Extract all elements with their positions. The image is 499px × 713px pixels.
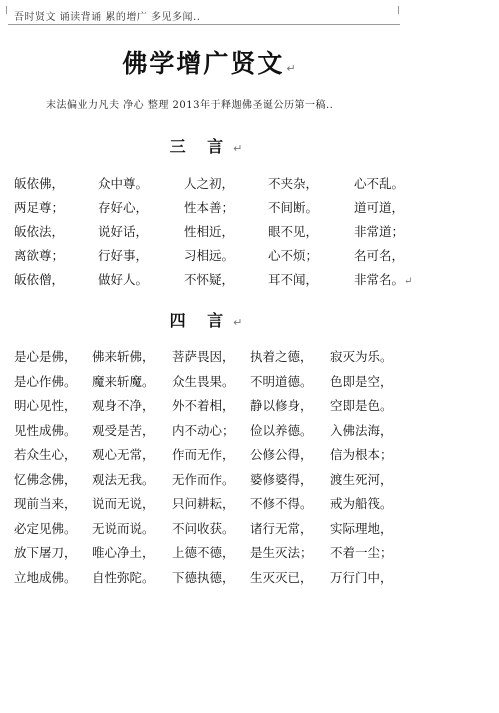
paragraph-mark-icon: ↵ <box>286 62 298 75</box>
verse-phrase: 见性成佛。 <box>14 422 77 438</box>
verse-phrase: 执着之德， <box>250 349 313 364</box>
verse-phrase: 诸行无常， <box>250 520 313 536</box>
verse-phrase: 下德执德， <box>172 569 235 585</box>
verse-phrase: 外不着相， <box>172 398 235 413</box>
verse-phrase: 作而无作， <box>172 447 235 462</box>
verse-phrase: 信为根本； <box>330 447 393 462</box>
verse-phrase: 心不烦； <box>268 248 319 263</box>
verse-phrase: 不问收获。 <box>172 520 235 536</box>
verse-phrase: 放下屠刀， <box>14 545 77 560</box>
verse-phrase: 名可名， <box>354 248 405 263</box>
verse-phrase: 无说而说。 <box>92 520 155 536</box>
verse-phrase: 观身不净， <box>92 398 155 413</box>
verse-phrase: 不着一尘； <box>330 545 393 560</box>
verse-phrase: 心不乱。 <box>354 176 405 191</box>
verse-phrase: 内不动心； <box>172 422 235 438</box>
verse-phrase: 必定见佛。 <box>14 520 77 536</box>
verse-phrase: 寂灭为乐。 <box>330 349 393 364</box>
verse-phrase: 实际理地， <box>330 520 393 536</box>
verse-phrase: 道可道， <box>354 200 405 215</box>
verse-phrase: 是心是佛， <box>14 349 77 364</box>
verse-phrase: 不修不得。 <box>250 496 313 511</box>
verse-phrase: 皈依僧， <box>14 272 65 287</box>
verse-phrase: 皈依法， <box>14 224 65 239</box>
section-heading-three-words <box>0 134 420 157</box>
verse-phrase: 性相近， <box>184 224 235 239</box>
verse-phrase: 俭以养德。 <box>250 422 313 438</box>
verse-phrase: 忆佛念佛， <box>14 471 77 487</box>
verse-phrase: 行好事， <box>98 248 149 263</box>
verse-phrase: 不间断。 <box>268 200 319 215</box>
verse-phrase: 众中尊。 <box>98 176 149 191</box>
paragraph-mark-icon: ↵ <box>233 316 251 329</box>
verse-phrase: 众生畏果。 <box>172 373 235 389</box>
verse-phrase: 眼不见， <box>268 224 319 239</box>
verse-phrase: 观法无我。 <box>92 471 155 487</box>
paragraph-mark-icon: ↵ <box>404 276 413 287</box>
verse-phrase: 不夹杂， <box>268 176 319 191</box>
section-heading-text: 三 言 <box>169 137 232 156</box>
running-header: 吾时贤文 诵读背诵 累的增广 多见多闻.. <box>14 12 201 23</box>
verse-phrase: 非常道； <box>354 224 405 239</box>
verse-phrase: 上德不德， <box>172 545 235 560</box>
verse-phrase: 空即是色。 <box>330 398 393 413</box>
verse-phrase: 只问耕耘， <box>172 496 235 511</box>
corner-crop-mark-right <box>398 6 399 14</box>
verse-phrase: 存好心， <box>98 200 149 215</box>
paragraph-mark-icon: ↵ <box>233 142 251 155</box>
verse-phrase: 观心无常， <box>92 447 155 462</box>
verse-phrase: 自性弥陀。 <box>92 569 155 585</box>
title-text: 佛学增广贤文 <box>122 49 285 78</box>
verse-phrase: 现前当来， <box>14 496 77 511</box>
verse-phrase: 佛来斩佛， <box>92 349 155 364</box>
verse-phrase: 做好人。 <box>98 272 149 287</box>
verse-phrase: 明心见性， <box>14 398 77 413</box>
verse-phrase: 说好话， <box>98 224 149 239</box>
author-line: 末法偏业力凡夫 净心 整理 2013年于释迦佛圣诞公历第一稿.. <box>46 100 334 111</box>
verse-phrase: 观受是苦， <box>92 422 155 438</box>
verse-phrase: 若众生心， <box>14 447 77 462</box>
verse-phrase: 无作而作。 <box>172 471 235 487</box>
page-title <box>0 44 420 80</box>
verse-phrase: 渡生死河， <box>330 471 393 487</box>
corner-crop-mark-left <box>6 6 7 14</box>
verse-phrase: 婆修婆得， <box>250 471 313 487</box>
verse-phrase: 离欲尊； <box>14 248 65 263</box>
verse-phrase: 静以修身， <box>250 398 313 413</box>
verse-phrase: 人之初， <box>184 176 235 191</box>
verse-phrase: 耳不闻， <box>268 272 319 287</box>
section-heading-four-words <box>0 308 420 331</box>
section-heading-text: 四 言 <box>169 311 232 330</box>
verse-phrase: 唯心净土， <box>92 545 155 560</box>
verse-phrase: 色即是空， <box>330 373 393 389</box>
verse-phrase: 生灭灭已， <box>250 569 313 585</box>
verse-phrase: 戒为船筏。 <box>330 496 393 511</box>
verse-phrase: 菩萨畏因， <box>172 349 235 364</box>
verse-phrase: 性本善； <box>184 200 235 215</box>
verse-phrase: 不明道德。 <box>250 373 313 389</box>
verse-phrase: 公修公得， <box>250 447 313 462</box>
verse-phrase: 立地成佛。 <box>14 569 77 585</box>
verse-phrase: 万行门中， <box>330 569 393 585</box>
verse-phrase: 魔来斩魔。 <box>92 373 155 389</box>
verse-phrase: 皈依佛， <box>14 176 65 191</box>
verse-phrase: 不怀疑， <box>184 272 235 287</box>
verse-phrase: 说而无说， <box>92 496 155 511</box>
verse-phrase: 是生灭法； <box>250 545 313 560</box>
verse-phrase: 两足尊； <box>14 200 65 215</box>
verse-phrase: 非常名。↵ <box>354 272 413 287</box>
verse-phrase: 入佛法海， <box>330 422 393 438</box>
verse-phrase: 是心作佛。 <box>14 373 77 389</box>
verse-phrase: 习相远。 <box>184 248 235 263</box>
